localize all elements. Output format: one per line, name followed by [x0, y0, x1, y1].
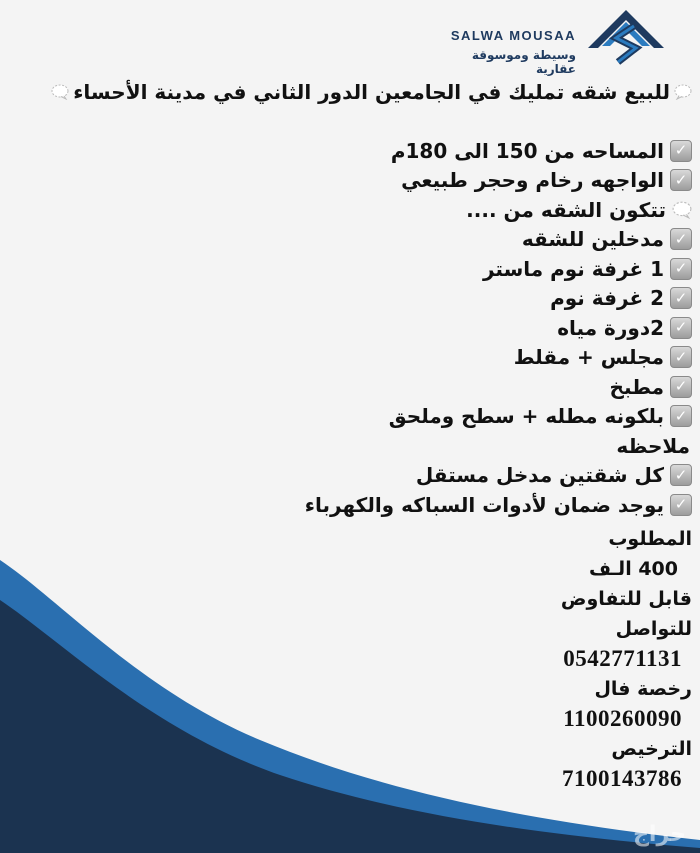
- feature-item: [8, 372, 692, 402]
- checkmark-icon: ✓: [670, 287, 692, 309]
- sm-monogram-icon: [586, 8, 666, 70]
- feature-item: [8, 313, 692, 343]
- features-list: [8, 136, 692, 520]
- feature-text: 2 غرفة نوم: [550, 286, 664, 311]
- checkmark-icon: ✓: [670, 405, 692, 427]
- feature-text: 2دورة مياه: [557, 315, 664, 340]
- checkmark-icon: ✓: [670, 317, 692, 339]
- haraj-watermark: حراج: [633, 822, 686, 847]
- brand-logo: [436, 8, 666, 74]
- feature-item: [8, 284, 692, 314]
- checkmark-icon: ✓: [670, 464, 692, 486]
- price-label: المطلوب: [608, 527, 692, 550]
- feature-text: مدخلين للشقه: [521, 227, 664, 252]
- listing-headline: [8, 80, 692, 104]
- feature-item: [8, 343, 692, 373]
- checkmark-icon: ✓: [670, 140, 692, 162]
- speech-bubble-icon: [51, 84, 69, 100]
- speech-bubble-icon: [672, 201, 692, 219]
- feature-text: 1 غرفة نوم ماستر: [482, 256, 664, 281]
- note-item: [8, 461, 692, 491]
- negotiable-label: قابل للتفاوض: [560, 587, 692, 610]
- contact-label: للتواصل: [615, 617, 692, 640]
- note-title: ملاحظه: [616, 433, 690, 458]
- feature-item: [8, 225, 692, 255]
- speech-bubble-icon: [674, 84, 692, 100]
- feature-item: [8, 136, 692, 166]
- license-number: 7100143786: [562, 765, 682, 791]
- contact-number: 0542771131: [563, 645, 682, 671]
- headline-text: للبيع شقه تمليك في الجامعين الدور الثاني في مدينة الأحساء: [73, 80, 670, 104]
- feature-text: بلكونه مطله + سطح وملحق: [388, 404, 664, 429]
- feature-text: الواجهه رخام وحجر طبيعي: [401, 168, 664, 193]
- note-item: [8, 490, 692, 520]
- feature-item: [8, 402, 692, 432]
- feature-text: مطبخ: [609, 374, 664, 399]
- note-text: يوجد ضمان لأدوات السباكه والكهرباء: [304, 492, 664, 517]
- note-text: كل شقتين مدخل مستقل: [415, 463, 664, 488]
- feature-text: المساحه من 150 الى 180م: [390, 138, 664, 163]
- fal-license-number: 1100260090: [563, 705, 682, 731]
- checkmark-icon: ✓: [670, 346, 692, 368]
- checkmark-icon: ✓: [670, 494, 692, 516]
- feature-item: [8, 166, 692, 196]
- checkmark-icon: ✓: [670, 228, 692, 250]
- feature-item: [8, 195, 692, 225]
- brand-name: SALWA MOUSAA: [450, 28, 576, 43]
- license-label: الترخيص: [611, 737, 692, 760]
- feature-item: [8, 254, 692, 284]
- brand-tagline: وسيطة وموسوقة عقارية: [471, 48, 576, 76]
- fal-license-label: رخصة فال: [594, 677, 692, 700]
- checkmark-icon: ✓: [670, 258, 692, 280]
- checkmark-icon: ✓: [670, 376, 692, 398]
- feature-text: تتكون الشقه من ....: [466, 197, 666, 222]
- checkmark-icon: ✓: [670, 169, 692, 191]
- listing-content: [8, 80, 692, 794]
- price-value: 400 الـف: [588, 557, 678, 580]
- feature-text: مجلس + مقلط: [513, 345, 664, 370]
